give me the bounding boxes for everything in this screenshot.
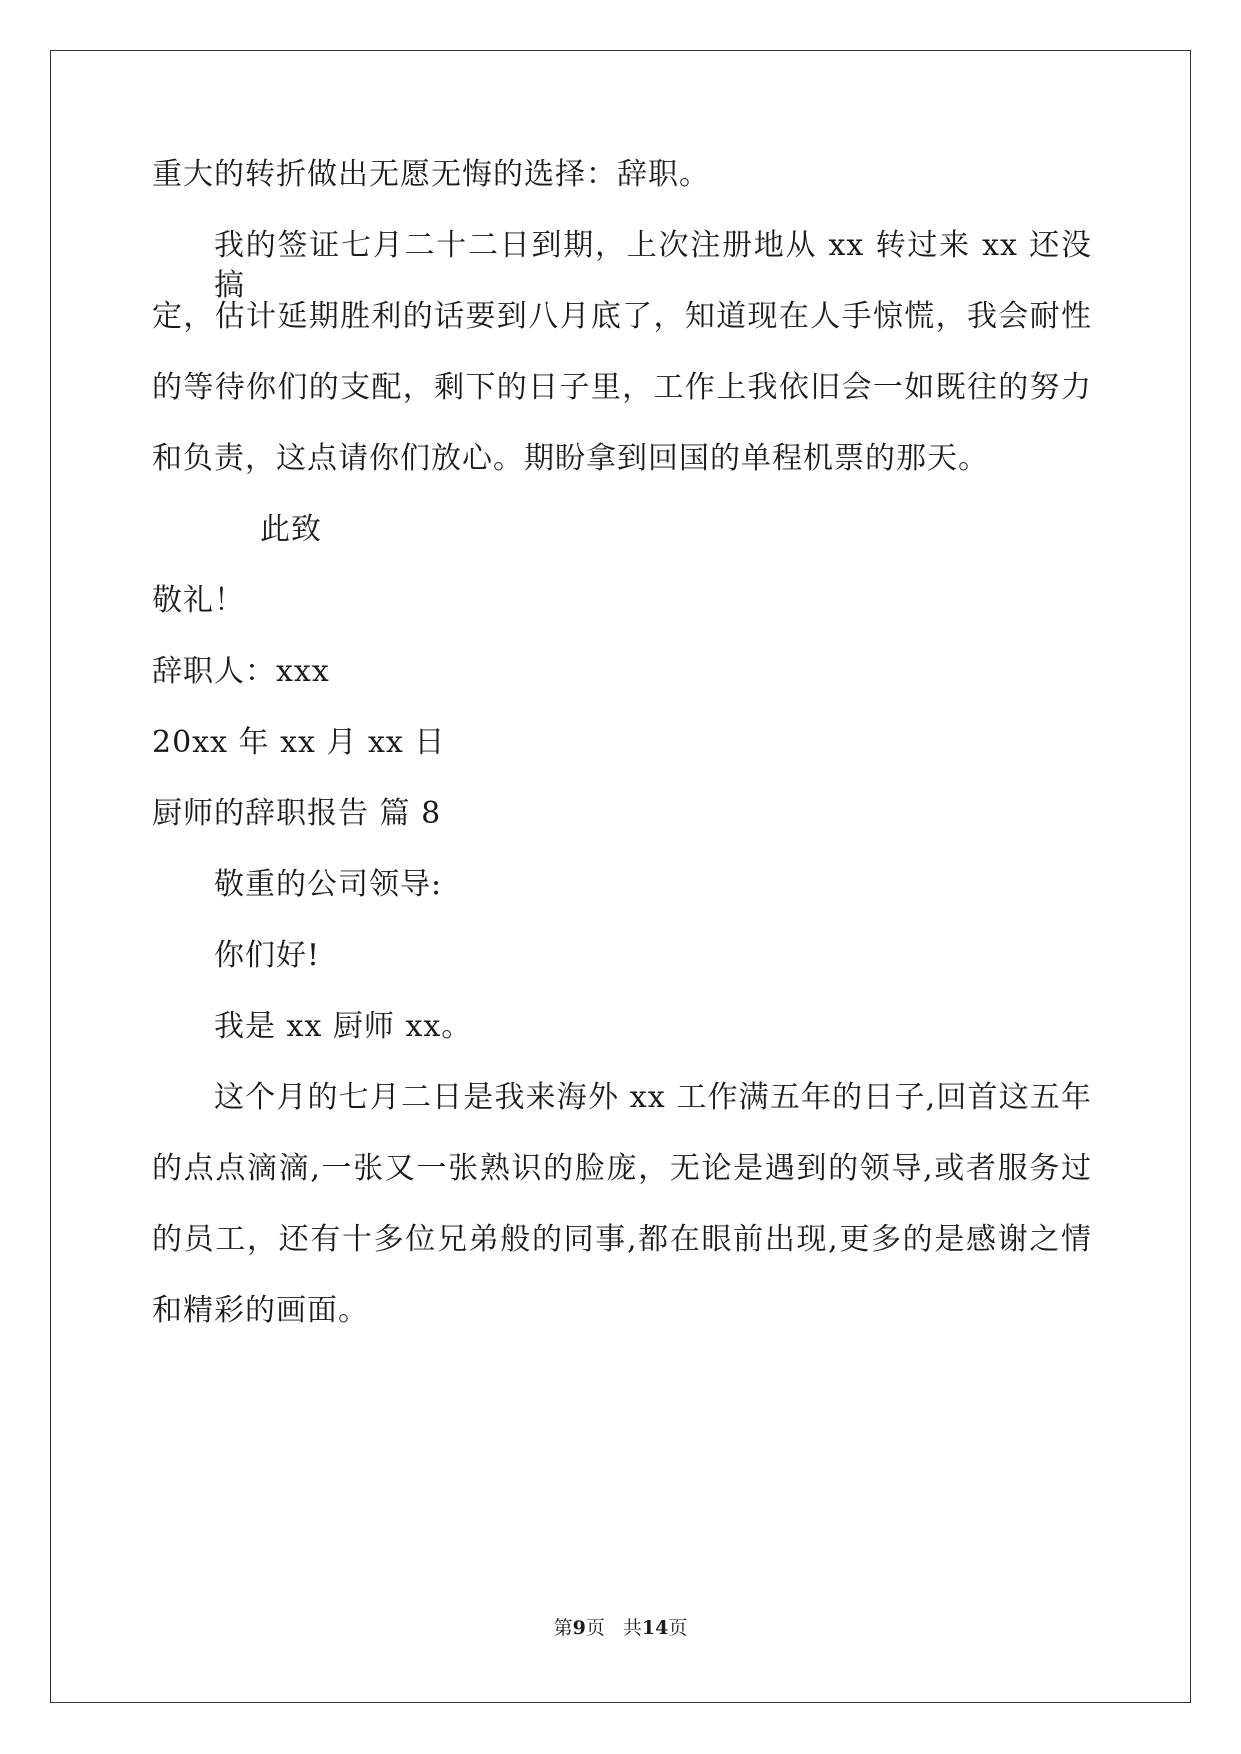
greeting: 你们好!: [214, 938, 321, 973]
paragraph-line: 和精彩的画面。: [152, 1293, 369, 1328]
paragraph-line: 这个月的七月二日是我来海外 xx 工作满五年的日子,回首这五年: [214, 1080, 1092, 1115]
paragraph-line: 重大的转折做出无愿无悔的选择：辞职。: [152, 157, 710, 192]
footer-total-prefix: 共: [622, 1617, 642, 1639]
signature-line: 辞职人：xxx: [152, 654, 330, 689]
paragraph-line: 的员工，还有十多位兄弟般的同事,都在眼前出现,更多的是感谢之情: [152, 1222, 1092, 1257]
paragraph-line: 的等待你们的支配，剩下的日子里，工作上我依旧会一如既往的努力: [152, 370, 1092, 405]
footer-prefix: 第: [553, 1617, 573, 1639]
paragraph-line: 我是 xx 厨师 xx。: [214, 1009, 473, 1044]
closing-regards: 敬礼！: [152, 583, 245, 618]
total-page-count: 14: [641, 1617, 669, 1639]
section-heading: 厨师的辞职报告 篇 8: [152, 796, 442, 831]
paragraph-line: 我的签证七月二十二日到期，上次注册地从 xx 转过来 xx 还没搞: [214, 228, 1092, 303]
paragraph-line: 的点点滴滴,一张又一张熟识的脸庞，无论是遇到的领导,或者服务过: [152, 1151, 1092, 1186]
current-page-number: 9: [572, 1617, 586, 1639]
closing-salutation: 此致: [260, 512, 322, 547]
date-line: 20xx 年 xx 月 xx 日: [152, 725, 446, 760]
page-number-footer: [0, 1616, 1241, 1640]
greeting-recipient: 敬重的公司领导:: [214, 867, 443, 902]
footer-total-suffix: 页: [668, 1617, 688, 1639]
footer-page-suffix: 页: [585, 1617, 605, 1639]
paragraph-line: 和负责，这点请你们放心。期盼拿到回国的单程机票的那天。: [152, 441, 989, 476]
paragraph-line: 定，估计延期胜利的话要到八月底了，知道现在人手惊慌，我会耐性: [152, 299, 1092, 334]
